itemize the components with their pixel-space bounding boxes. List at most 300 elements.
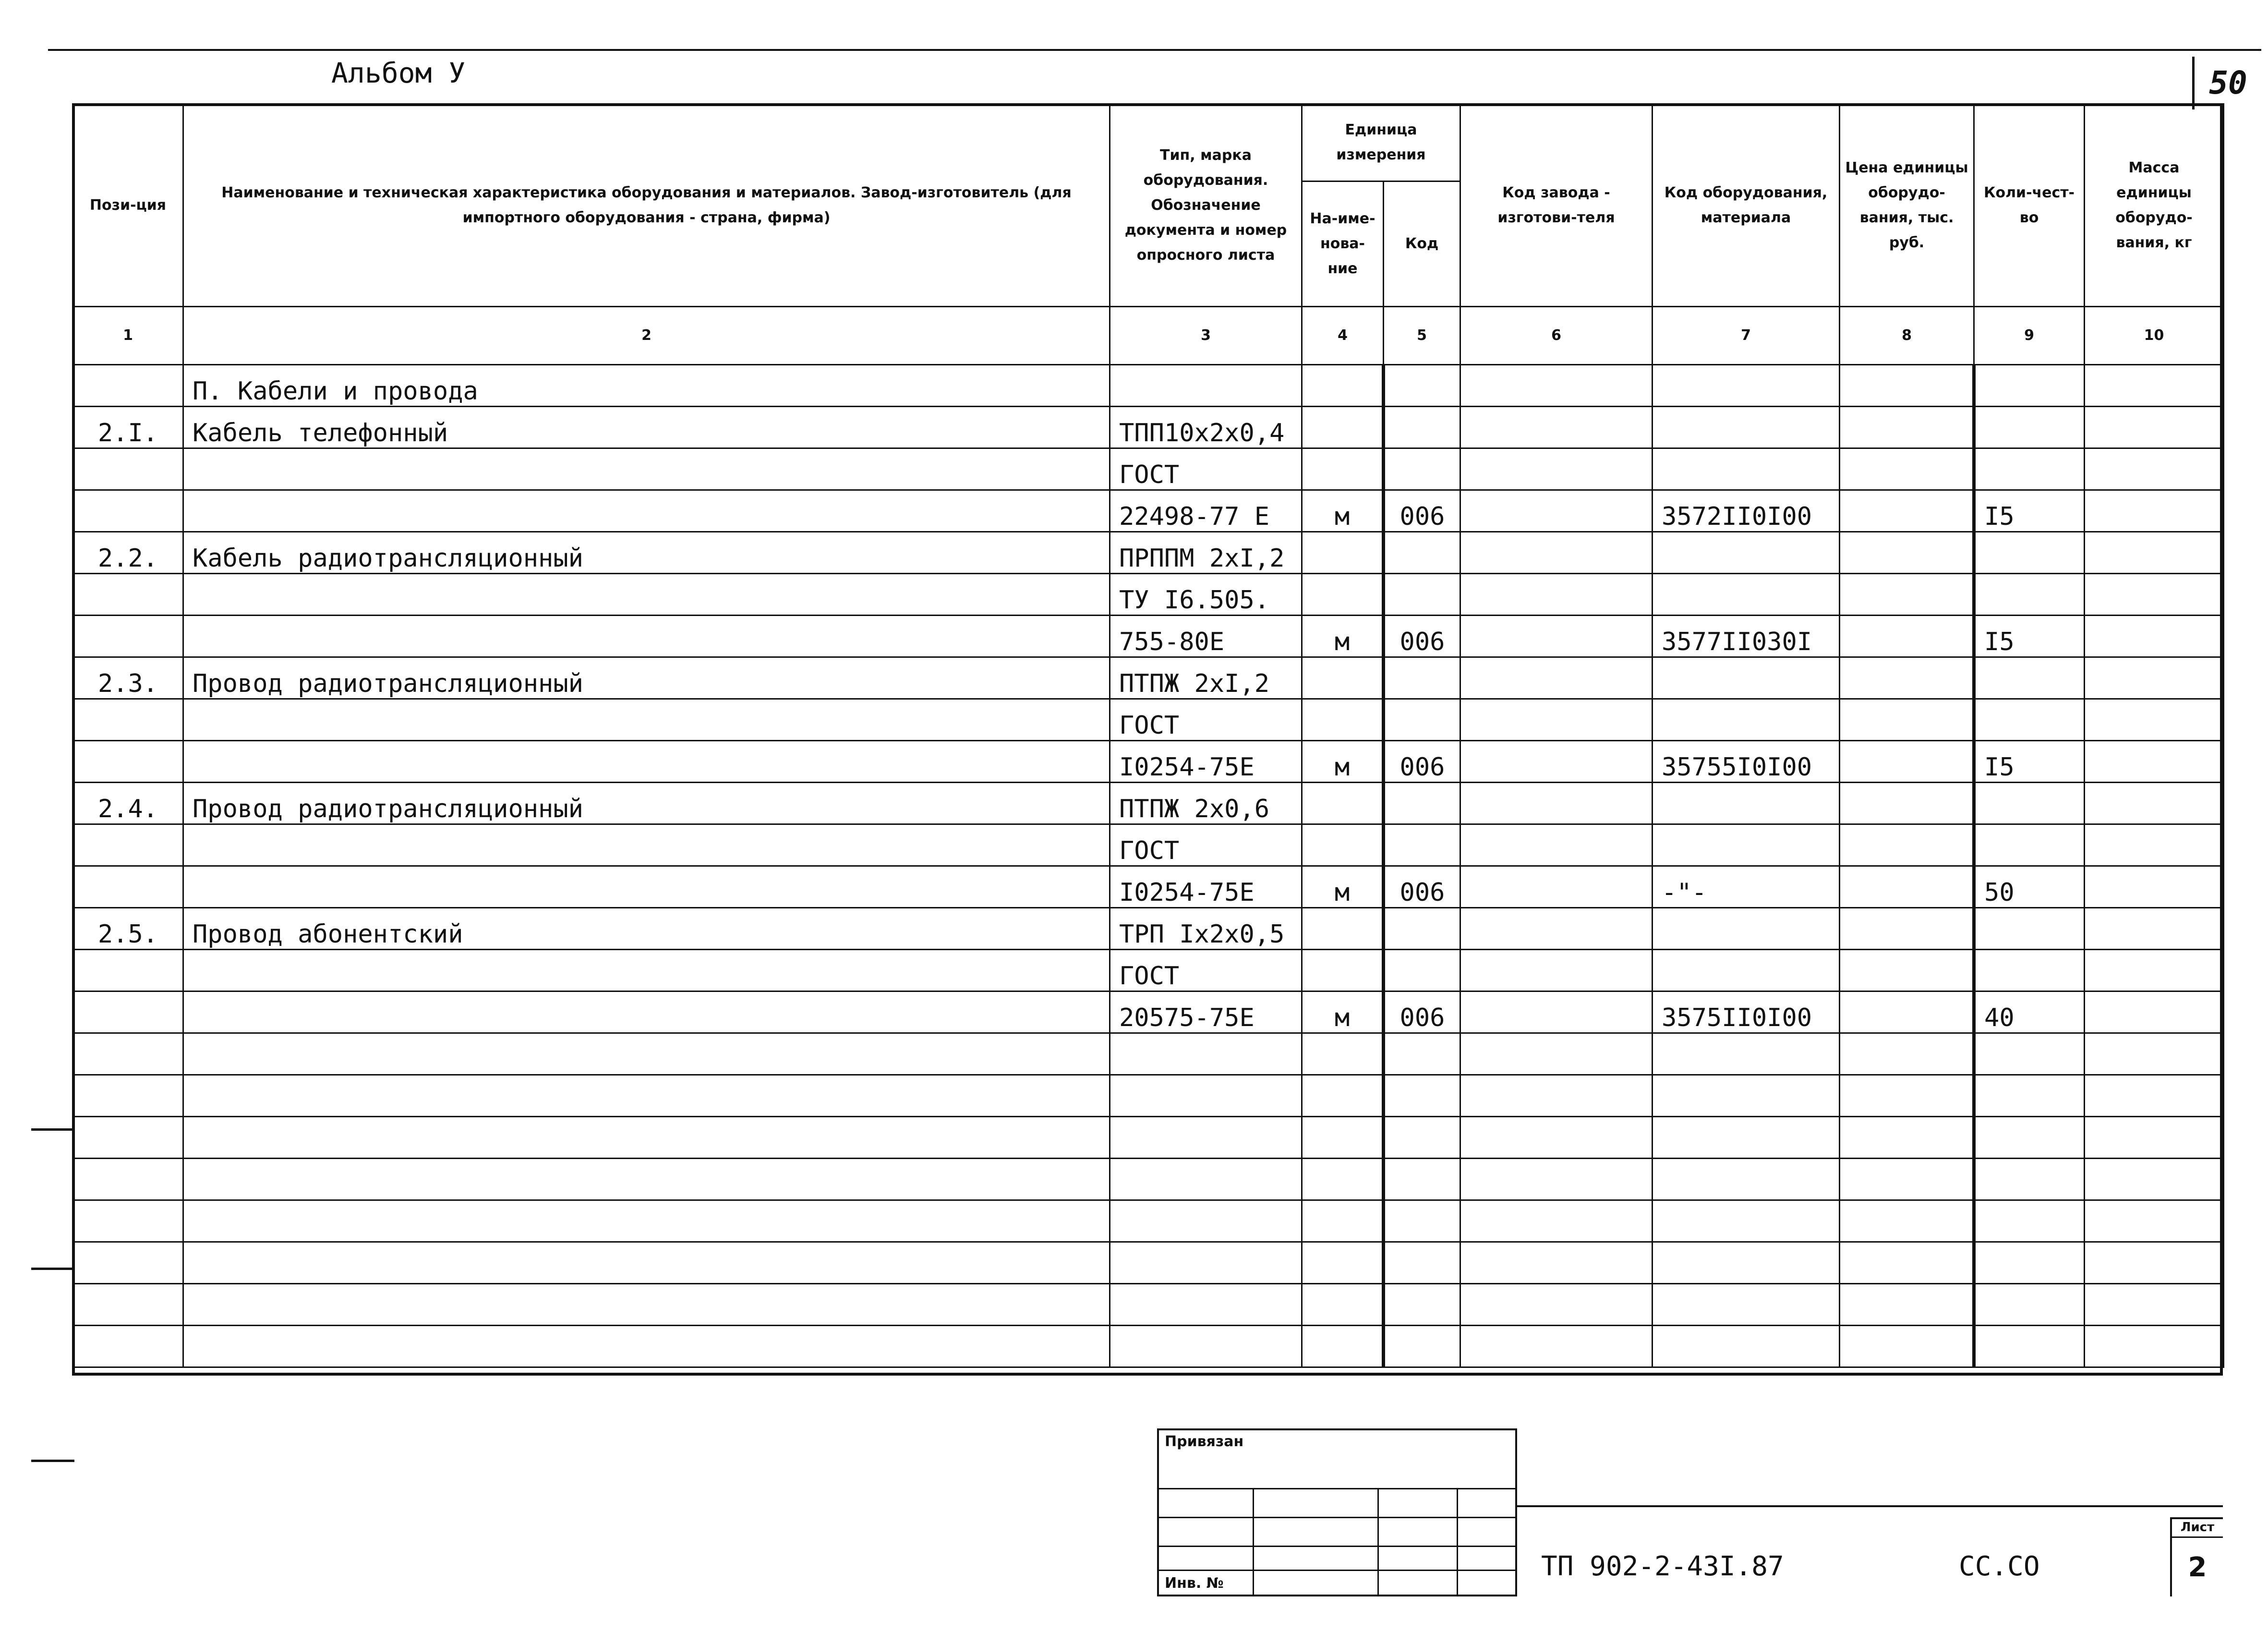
cell-type: ТРП Iх2х0,5 xyxy=(1110,908,1302,950)
cell-name xyxy=(183,991,1110,1033)
cell-unit-code xyxy=(1384,448,1460,490)
cell-mass xyxy=(2085,1242,2224,1284)
margin-tick xyxy=(31,1128,74,1131)
cell-type: ТУ I6.505. xyxy=(1110,574,1302,616)
cell-plant-code xyxy=(1460,448,1653,490)
table-row xyxy=(73,824,2224,866)
cell-name xyxy=(183,1075,1110,1117)
cell-price xyxy=(1840,1075,1974,1117)
top-border-line xyxy=(48,49,2261,51)
cell-mass xyxy=(2085,783,2224,824)
cell-position xyxy=(73,1159,183,1200)
cell-price xyxy=(1840,991,1974,1033)
cell-name xyxy=(183,574,1110,616)
cell-unit xyxy=(1302,574,1384,616)
cell-quantity xyxy=(1974,657,2085,699)
sheet-label: Лист xyxy=(2172,1520,2223,1538)
column-number: 7 xyxy=(1653,307,1840,365)
table-row xyxy=(73,490,2224,532)
cell-position xyxy=(73,1200,183,1242)
cell-unit-code: 006 xyxy=(1384,616,1460,657)
cell-unit-code xyxy=(1384,908,1460,950)
column-number: 1 xyxy=(73,307,183,365)
cell-price xyxy=(1840,783,1974,824)
stamp-line xyxy=(1159,1570,1515,1571)
cell-unit: м xyxy=(1302,490,1384,532)
cell-price xyxy=(1840,448,1974,490)
cell-unit-code xyxy=(1384,1242,1460,1284)
cell-unit-code xyxy=(1384,1075,1460,1117)
cell-equipment-code xyxy=(1653,448,1840,490)
cell-quantity xyxy=(1974,448,2085,490)
cell-name xyxy=(183,1242,1110,1284)
cell-unit-code xyxy=(1384,1326,1460,1367)
cell-unit-code xyxy=(1384,1200,1460,1242)
sheet-number: 2 xyxy=(2188,1552,2207,1583)
cell-equipment-code: 35755I0I00 xyxy=(1653,741,1840,783)
table-row xyxy=(73,657,2224,699)
stamp-line xyxy=(1457,1488,1458,1595)
cell-type: I0254-75Е xyxy=(1110,741,1302,783)
cell-name xyxy=(183,616,1110,657)
cell-price xyxy=(1840,699,1974,741)
cell-position xyxy=(73,616,183,657)
cell-position xyxy=(73,824,183,866)
header-price: Цена единицы оборудо-вания, тыс. руб. xyxy=(1840,104,1974,307)
cell-price xyxy=(1840,657,1974,699)
cell-quantity xyxy=(1974,824,2085,866)
cell-type xyxy=(1110,1200,1302,1242)
cell-price xyxy=(1840,824,1974,866)
cell-mass xyxy=(2085,616,2224,657)
cell-plant-code xyxy=(1460,1033,1653,1075)
cell-type: ПРППМ 2хI,2 xyxy=(1110,532,1302,574)
cell-unit-code xyxy=(1384,574,1460,616)
cell-unit-code: 006 xyxy=(1384,741,1460,783)
cell-unit xyxy=(1302,1159,1384,1200)
cell-plant-code xyxy=(1460,657,1653,699)
cell-unit xyxy=(1302,950,1384,991)
table-row xyxy=(73,1284,2224,1326)
table-row xyxy=(73,908,2224,950)
cell-quantity xyxy=(1974,783,2085,824)
cell-unit: м xyxy=(1302,866,1384,908)
cell-equipment-code xyxy=(1653,824,1840,866)
table-header xyxy=(73,104,2224,365)
cell-position xyxy=(73,1033,183,1075)
table-row xyxy=(73,699,2224,741)
cell-plant-code xyxy=(1460,365,1653,407)
cell-position xyxy=(73,574,183,616)
cell-mass xyxy=(2085,407,2224,448)
table-row xyxy=(73,448,2224,490)
table-row xyxy=(73,574,2224,616)
cell-quantity xyxy=(1974,699,2085,741)
cell-mass xyxy=(2085,950,2224,991)
cell-unit: м xyxy=(1302,616,1384,657)
cell-equipment-code: 3575II0I00 xyxy=(1653,991,1840,1033)
cell-plant-code xyxy=(1460,1284,1653,1326)
cell-plant-code xyxy=(1460,699,1653,741)
stamp-line xyxy=(1253,1488,1254,1595)
cell-unit xyxy=(1302,448,1384,490)
cell-position xyxy=(73,741,183,783)
cell-price xyxy=(1840,532,1974,574)
cell-unit xyxy=(1302,365,1384,407)
cell-unit-code: 006 xyxy=(1384,866,1460,908)
cell-plant-code xyxy=(1460,490,1653,532)
cell-plant-code xyxy=(1460,616,1653,657)
cell-equipment-code xyxy=(1653,950,1840,991)
cell-unit-code xyxy=(1384,950,1460,991)
cell-mass xyxy=(2085,1326,2224,1367)
column-number: 3 xyxy=(1110,307,1302,365)
cell-position xyxy=(73,1326,183,1367)
column-number: 4 xyxy=(1302,307,1384,365)
cell-equipment-code xyxy=(1653,783,1840,824)
cell-unit xyxy=(1302,1075,1384,1117)
cell-plant-code xyxy=(1460,950,1653,991)
cell-position xyxy=(73,866,183,908)
column-number: 6 xyxy=(1460,307,1653,365)
cell-name xyxy=(183,699,1110,741)
stamp-line xyxy=(1159,1546,1515,1547)
cell-equipment-code xyxy=(1653,1200,1840,1242)
cell-unit xyxy=(1302,407,1384,448)
table-row xyxy=(73,1242,2224,1284)
cell-type: ПТПЖ 2х0,6 xyxy=(1110,783,1302,824)
cell-equipment-code xyxy=(1653,1033,1840,1075)
cell-position: 2.2. xyxy=(73,532,183,574)
cell-type: ПТПЖ 2хI,2 xyxy=(1110,657,1302,699)
table-row xyxy=(73,616,2224,657)
header-type: Тип, марка оборудования. Обозначение документа и номер опросного листа xyxy=(1110,104,1302,307)
cell-plant-code xyxy=(1460,908,1653,950)
margin-tick xyxy=(31,1268,74,1270)
stamp-line xyxy=(1159,1488,1515,1489)
table-row xyxy=(73,1200,2224,1242)
cell-unit: м xyxy=(1302,741,1384,783)
cell-name xyxy=(183,448,1110,490)
cell-quantity xyxy=(1974,1242,2085,1284)
inventory-label: Инв. № xyxy=(1165,1575,1224,1592)
cell-unit-code xyxy=(1384,1284,1460,1326)
cell-equipment-code xyxy=(1653,365,1840,407)
column-number: 9 xyxy=(1974,307,2085,365)
cell-unit: м xyxy=(1302,991,1384,1033)
cell-plant-code xyxy=(1460,1117,1653,1159)
cell-equipment-code xyxy=(1653,574,1840,616)
cell-price xyxy=(1840,490,1974,532)
column-number-row xyxy=(73,307,2224,365)
cell-unit xyxy=(1302,1117,1384,1159)
column-number: 8 xyxy=(1840,307,1974,365)
cell-position: 2.4. xyxy=(73,783,183,824)
table-row xyxy=(73,1326,2224,1367)
cell-type: ГОСТ xyxy=(1110,448,1302,490)
cell-type xyxy=(1110,1075,1302,1117)
cell-mass xyxy=(2085,1075,2224,1117)
cell-unit-code xyxy=(1384,407,1460,448)
cell-unit-code xyxy=(1384,699,1460,741)
cell-mass xyxy=(2085,1284,2224,1326)
cell-unit xyxy=(1302,783,1384,824)
cell-price xyxy=(1840,407,1974,448)
cell-position xyxy=(73,950,183,991)
margin-tick xyxy=(31,1460,74,1462)
cell-price xyxy=(1840,950,1974,991)
cell-unit xyxy=(1302,1284,1384,1326)
cell-quantity: I5 xyxy=(1974,741,2085,783)
cell-unit-code xyxy=(1384,1117,1460,1159)
cell-name xyxy=(183,1033,1110,1075)
cell-unit-code xyxy=(1384,783,1460,824)
cell-position xyxy=(73,699,183,741)
cell-price xyxy=(1840,1159,1974,1200)
cell-unit xyxy=(1302,1200,1384,1242)
table-body xyxy=(73,365,2224,1367)
cell-mass xyxy=(2085,699,2224,741)
cell-type xyxy=(1110,365,1302,407)
cell-name: Кабель телефонный xyxy=(183,407,1110,448)
cell-mass xyxy=(2085,824,2224,866)
cell-unit xyxy=(1302,1242,1384,1284)
cell-type: ГОСТ xyxy=(1110,824,1302,866)
cell-price xyxy=(1840,365,1974,407)
cell-position: 2.5. xyxy=(73,908,183,950)
cell-position xyxy=(73,1242,183,1284)
cell-type: I0254-75Е xyxy=(1110,866,1302,908)
cell-plant-code xyxy=(1460,1200,1653,1242)
cell-unit xyxy=(1302,1326,1384,1367)
table-row xyxy=(73,783,2224,824)
attachment-stamp xyxy=(1157,1428,1517,1596)
cell-quantity xyxy=(1974,1284,2085,1326)
cell-equipment-code xyxy=(1653,407,1840,448)
cell-name xyxy=(183,1326,1110,1367)
cell-plant-code xyxy=(1460,1159,1653,1200)
cell-unit xyxy=(1302,824,1384,866)
cell-equipment-code xyxy=(1653,657,1840,699)
column-number: 5 xyxy=(1384,307,1460,365)
header-equipment-code: Код оборудования, материала xyxy=(1653,104,1840,307)
cell-quantity xyxy=(1974,950,2085,991)
cell-quantity xyxy=(1974,1200,2085,1242)
cell-type xyxy=(1110,1326,1302,1367)
cell-quantity: 40 xyxy=(1974,991,2085,1033)
cell-plant-code xyxy=(1460,866,1653,908)
column-number: 10 xyxy=(2085,307,2224,365)
cell-price xyxy=(1840,1200,1974,1242)
document-code: ТП 902-2-43I.87 xyxy=(1541,1551,1784,1582)
cell-plant-code xyxy=(1460,407,1653,448)
document-mark: СС.СО xyxy=(1959,1551,2040,1582)
cell-price xyxy=(1840,1326,1974,1367)
cell-equipment-code xyxy=(1653,1326,1840,1367)
cell-plant-code xyxy=(1460,1075,1653,1117)
cell-mass xyxy=(2085,1159,2224,1200)
cell-position xyxy=(73,365,183,407)
cell-type: ГОСТ xyxy=(1110,950,1302,991)
column-number: 2 xyxy=(183,307,1110,365)
cell-plant-code xyxy=(1460,824,1653,866)
cell-name xyxy=(183,741,1110,783)
cell-equipment-code xyxy=(1653,1159,1840,1200)
cell-type: 22498-77 Е xyxy=(1110,490,1302,532)
cell-equipment-code: 3572II0I00 xyxy=(1653,490,1840,532)
cell-quantity xyxy=(1974,1326,2085,1367)
cell-type: 20575-75Е xyxy=(1110,991,1302,1033)
cell-type xyxy=(1110,1159,1302,1200)
cell-price xyxy=(1840,616,1974,657)
table-row xyxy=(73,741,2224,783)
specification-table xyxy=(72,103,2224,1368)
cell-mass xyxy=(2085,991,2224,1033)
cell-equipment-code xyxy=(1653,1242,1840,1284)
page-number: 50 xyxy=(2192,57,2262,109)
header-unit-code: Код xyxy=(1384,181,1460,307)
cell-position: 2.I. xyxy=(73,407,183,448)
cell-quantity xyxy=(1974,1075,2085,1117)
cell-mass xyxy=(2085,741,2224,783)
cell-price xyxy=(1840,741,1974,783)
cell-unit-code xyxy=(1384,1159,1460,1200)
cell-equipment-code xyxy=(1653,1284,1840,1326)
cell-equipment-code xyxy=(1653,908,1840,950)
cell-price xyxy=(1840,908,1974,950)
cell-mass xyxy=(2085,1117,2224,1159)
cell-position xyxy=(73,1284,183,1326)
cell-plant-code xyxy=(1460,574,1653,616)
cell-quantity: 50 xyxy=(1974,866,2085,908)
cell-equipment-code xyxy=(1653,532,1840,574)
cell-mass xyxy=(2085,448,2224,490)
cell-quantity xyxy=(1974,908,2085,950)
cell-name xyxy=(183,1159,1110,1200)
cell-name: Кабель радиотрансляционный xyxy=(183,532,1110,574)
cell-unit-code: 006 xyxy=(1384,991,1460,1033)
header-unit-name: На-име-нова-ние xyxy=(1302,181,1384,307)
cell-name: П. Кабели и провода xyxy=(183,365,1110,407)
table-row xyxy=(73,1159,2224,1200)
cell-name xyxy=(183,1284,1110,1326)
table-row xyxy=(73,1117,2224,1159)
album-label: Альбом У xyxy=(331,57,466,89)
cell-plant-code xyxy=(1460,1242,1653,1284)
cell-quantity xyxy=(1974,1117,2085,1159)
cell-quantity xyxy=(1974,1159,2085,1200)
cell-type xyxy=(1110,1033,1302,1075)
cell-equipment-code: -"- xyxy=(1653,866,1840,908)
cell-unit-code: 006 xyxy=(1384,490,1460,532)
cell-type xyxy=(1110,1117,1302,1159)
cell-name xyxy=(183,1117,1110,1159)
cell-name: Провод радиотрансляционный xyxy=(183,783,1110,824)
cell-quantity: I5 xyxy=(1974,616,2085,657)
cell-plant-code xyxy=(1460,991,1653,1033)
cell-unit xyxy=(1302,699,1384,741)
cell-unit xyxy=(1302,908,1384,950)
cell-name: Провод радиотрансляционный xyxy=(183,657,1110,699)
cell-name xyxy=(183,950,1110,991)
cell-name xyxy=(183,824,1110,866)
cell-price xyxy=(1840,574,1974,616)
cell-mass xyxy=(2085,866,2224,908)
cell-price xyxy=(1840,1033,1974,1075)
table-row xyxy=(73,991,2224,1033)
stamp-line xyxy=(1159,1517,1515,1518)
stamp-line xyxy=(1377,1488,1379,1595)
cell-type: ГОСТ xyxy=(1110,699,1302,741)
cell-quantity xyxy=(1974,1033,2085,1075)
cell-unit-code xyxy=(1384,1033,1460,1075)
cell-position xyxy=(73,1117,183,1159)
cell-equipment-code xyxy=(1653,699,1840,741)
cell-mass xyxy=(2085,365,2224,407)
sheet-number-box xyxy=(2170,1517,2223,1596)
cell-mass xyxy=(2085,657,2224,699)
cell-mass xyxy=(2085,574,2224,616)
cell-plant-code xyxy=(1460,741,1653,783)
cell-name xyxy=(183,866,1110,908)
header-plant-code: Код завода - изготови-теля xyxy=(1460,104,1653,307)
cell-mass xyxy=(2085,532,2224,574)
cell-mass xyxy=(2085,908,2224,950)
cell-equipment-code xyxy=(1653,1117,1840,1159)
cell-equipment-code xyxy=(1653,1075,1840,1117)
cell-quantity xyxy=(1974,407,2085,448)
cell-position: 2.3. xyxy=(73,657,183,699)
cell-quantity xyxy=(1974,365,2085,407)
table-row xyxy=(73,532,2224,574)
cell-type: ТПП10х2х0,4 xyxy=(1110,407,1302,448)
cell-price xyxy=(1840,1117,1974,1159)
cell-type xyxy=(1110,1242,1302,1284)
cell-quantity xyxy=(1974,532,2085,574)
attached-label: Привязан xyxy=(1165,1433,1244,1450)
cell-position xyxy=(73,991,183,1033)
table-row xyxy=(73,1033,2224,1075)
header-unit-group: Единица измерения xyxy=(1302,104,1460,181)
cell-unit xyxy=(1302,532,1384,574)
cell-mass xyxy=(2085,1033,2224,1075)
cell-unit-code xyxy=(1384,824,1460,866)
cell-unit xyxy=(1302,657,1384,699)
cell-price xyxy=(1840,1284,1974,1326)
cell-type xyxy=(1110,1284,1302,1326)
cell-unit xyxy=(1302,1033,1384,1075)
header-position: Пози-ция xyxy=(73,104,183,307)
header-quantity: Коли-чест-во xyxy=(1974,104,2085,307)
cell-position xyxy=(73,490,183,532)
header-mass: Масса единицы оборудо-вания, кг xyxy=(2085,104,2224,307)
cell-mass xyxy=(2085,490,2224,532)
cell-name xyxy=(183,1200,1110,1242)
title-block-line xyxy=(1517,1505,2223,1507)
cell-unit-code xyxy=(1384,532,1460,574)
table-row xyxy=(73,1075,2224,1117)
cell-mass xyxy=(2085,1200,2224,1242)
cell-price xyxy=(1840,866,1974,908)
cell-plant-code xyxy=(1460,1326,1653,1367)
cell-quantity xyxy=(1974,574,2085,616)
cell-equipment-code: 3577II030I xyxy=(1653,616,1840,657)
cell-plant-code xyxy=(1460,532,1653,574)
cell-position xyxy=(73,448,183,490)
table-row xyxy=(73,407,2224,448)
table-row xyxy=(73,866,2224,908)
table-row xyxy=(73,950,2224,991)
